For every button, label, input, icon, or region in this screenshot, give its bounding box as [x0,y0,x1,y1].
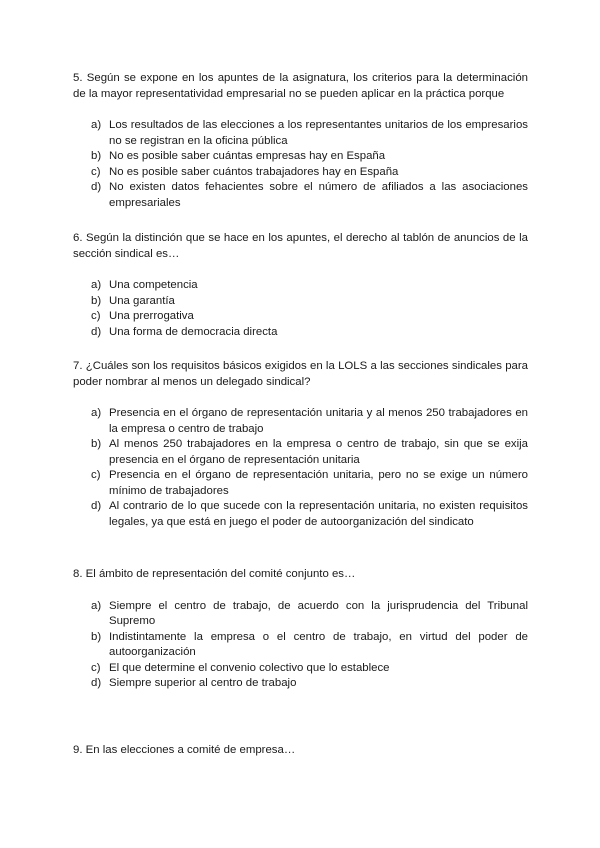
option-letter: b) [91,150,102,162]
answer-option-b [73,630,528,661]
answer-option-d [73,325,528,341]
option-text: Los resultados de las elecciones a los representantes unitarios de los empresarios no se registran en la oficina pública [109,119,528,147]
question-6 [73,231,528,340]
question-9 [73,743,528,759]
option-letter: d) [91,500,102,512]
answer-option-a [73,406,528,437]
option-text: Presencia en el órgano de representación unitaria y al menos 250 trabajadores en la empresa o centro de trabajo [109,407,528,435]
answer-options [73,406,528,530]
question-text: 6. Según la distinción que se hace en los apuntes, el derecho al tablón de anuncios de la sección sindical es… [73,232,528,260]
answer-option-c [73,661,528,677]
option-text: No es posible saber cuántas empresas hay en España [109,150,386,162]
answer-options [73,118,528,211]
answer-option-b [73,149,528,165]
answer-option-b [73,437,528,468]
option-letter: d) [91,677,102,689]
option-text: Una garantía [109,294,175,307]
question-text: 8. El ámbito de representación del comité conjunto es… [73,568,356,580]
answer-option-a [73,118,528,149]
question-7 [73,359,528,530]
question-text: 7. ¿Cuáles son los requisitos básicos exigidos en la LOLS a las secciones sindicales para poder nombrar al menos un delegado sindical? [73,360,528,388]
option-letter: c) [91,661,101,674]
option-letter: b) [91,438,102,450]
answer-option-c [73,309,528,325]
option-letter: a) [91,279,102,291]
option-letter: c) [91,165,101,178]
option-text: Una prerrogativa [109,310,194,322]
answer-option-d [73,499,528,530]
option-text: Siempre el centro de trabajo, de acuerdo con la jurisprudencia del Tribunal Supremo [109,599,528,627]
option-letter: c) [91,310,101,322]
question-8 [73,567,528,692]
answer-option-c [73,468,528,499]
question-text: 9. En las elecciones a comité de empresa… [73,744,296,756]
answer-option-a [73,599,528,630]
question-5 [73,71,528,211]
answer-options [73,599,528,692]
question-text: 5. Según se expone en los apuntes de la asignatura, los criterios para la determinación de la mayor representatividad empresarial no se pueden aplicar en la práctica porque [73,72,528,100]
option-text: Una competencia [109,279,198,291]
option-text: No existen datos fehacientes sobre el número de afiliados a las asociaciones empresariales [109,181,528,209]
option-letter: c) [91,469,101,481]
option-letter: d) [91,325,102,338]
answer-option-d [73,676,528,692]
answer-options [73,278,528,340]
option-text: El que determine el convenio colectivo que lo establece [109,661,390,674]
option-letter: a) [91,407,102,419]
answer-option-d [73,180,528,211]
option-text: Una forma de democracia directa [109,325,278,338]
option-letter: b) [91,294,102,307]
option-letter: b) [91,630,102,643]
option-letter: d) [91,181,102,193]
option-text: Al contrario de lo que sucede con la representación unitaria, no existen requisitos legales, ya que está en juego el poder de autoorganización del sindicato [109,500,528,528]
option-letter: a) [91,119,102,131]
option-text: Al menos 250 trabajadores en la empresa o centro de trabajo, sin que se exija presencia en el órgano de representación unitaria [109,438,528,466]
option-text: Siempre superior al centro de trabajo [109,677,297,689]
option-text: Indistintamente la empresa o el centro de trabajo, en virtud del poder de autoorganización [109,630,528,658]
option-text: Presencia en el órgano de representación unitaria, pero no se exige un número mínimo de trabajadores [109,469,528,497]
option-text: No es posible saber cuántos trabajadores hay en España [109,165,399,178]
answer-option-c [73,165,528,181]
answer-option-a [73,278,528,294]
answer-option-b [73,294,528,310]
option-letter: a) [91,599,102,612]
